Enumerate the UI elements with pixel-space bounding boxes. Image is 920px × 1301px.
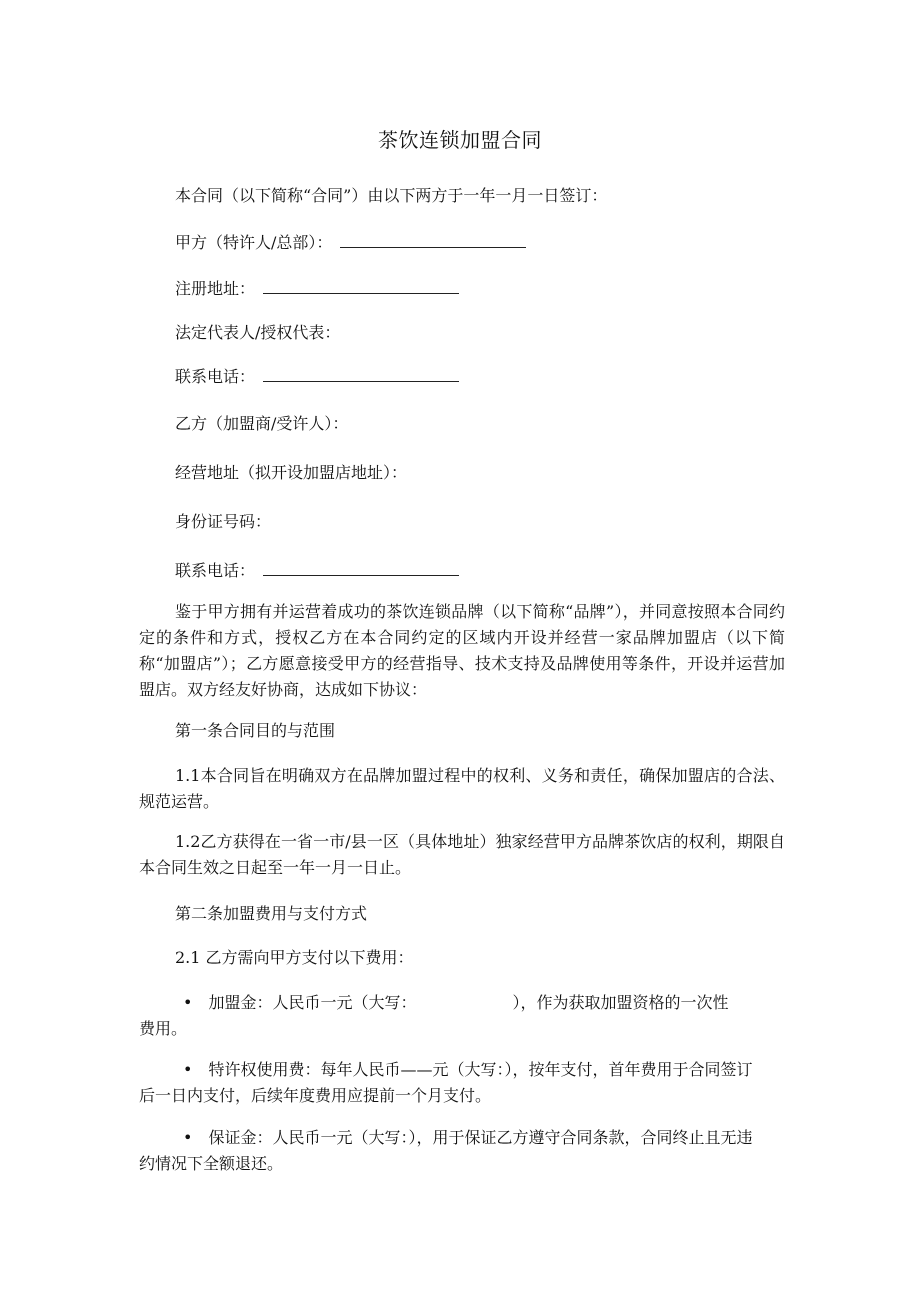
party-a-phone-line (175, 365, 459, 388)
fee1-text-c: 费用。 (139, 1019, 188, 1038)
party-b-id-line: 身份证号码： (175, 512, 272, 531)
fee-item-royalty (139, 1057, 785, 1109)
party-a-address-label: 注册地址： (175, 279, 256, 298)
party-a-phone-blank[interactable] (263, 365, 459, 382)
party-a-blank[interactable] (340, 231, 526, 248)
fee3-text-a: 保证金：人民币一元（大写：），用于保证乙方遵守合同条款，合同终止且无违 (208, 1128, 753, 1147)
party-a-phone-label: 联系电话： (175, 367, 256, 386)
intro-line: 本合同（以下简称“合同”）由以下两方于一年一月一日签订： (175, 186, 608, 205)
party-b-line: 乙方（加盟商/受许人）： (175, 414, 349, 433)
party-a-label: 甲方（特许人/总部）： (175, 233, 333, 252)
clause-2-1: 2.1 乙方需向甲方支付以下费用： (175, 948, 414, 967)
fee-item-franchise (139, 990, 785, 1042)
fee-item-deposit (139, 1125, 785, 1177)
party-b-phone-label: 联系电话： (175, 561, 256, 580)
party-a-address-line (175, 277, 459, 300)
party-b-phone-blank[interactable] (263, 559, 459, 576)
fee1-text-b: ），作为获取加盟资格的一次性 (512, 993, 729, 1012)
clause-1-2: 1.2乙方获得在一省一市/县一区（具体地址）独家经营甲方品牌茶饮店的权利，期限自本合同生效之日起至一年一月一日止。 (139, 832, 785, 877)
bullet-icon: • (183, 1060, 193, 1079)
fee1-text-a: 加盟金：人民币一元（大写： (208, 993, 417, 1012)
party-a-rep-line: 法定代表人/授权代表： (175, 323, 341, 342)
party-b-phone-line (175, 559, 459, 582)
article-2-heading: 第二条加盟费用与支付方式 (175, 904, 368, 923)
preamble-paragraph: 鉴于甲方拥有并运营着成功的茶饮连锁品牌（以下简称“品牌”），并同意按照本合同约定的条件和方式，授权乙方在本合同约定的区域内开设并经营一家品牌加盟店（以下简称“加盟店”）；乙方愿意接受甲方的经营指导、技术支持及品牌使用等条件，开设并运营加盟店。双方经友好协商，达成如下协议： (139, 602, 785, 699)
party-a-line (175, 231, 526, 254)
fee3-text-b: 约情况下全额退还。 (139, 1154, 284, 1173)
party-a-address-blank[interactable] (263, 277, 459, 294)
fee2-text-a: 特许权使用费：每年人民币——元（大写：），按年支付，首年费用于合同签订 (208, 1060, 753, 1079)
article-1-heading: 第一条合同目的与范围 (175, 721, 336, 740)
document-title: 茶饮连锁加盟合同 (378, 128, 542, 152)
party-b-address-line: 经营地址（拟开设加盟店地址）： (175, 463, 408, 482)
bullet-icon: • (183, 1128, 193, 1147)
clause-1-1: 1.1本合同旨在明确双方在品牌加盟过程中的权利、义务和责任，确保加盟店的合法、规范运营。 (139, 766, 785, 811)
bullet-icon: • (183, 993, 193, 1012)
fee2-text-b: 后一日内支付，后续年度费用应提前一个月支付。 (139, 1086, 492, 1105)
